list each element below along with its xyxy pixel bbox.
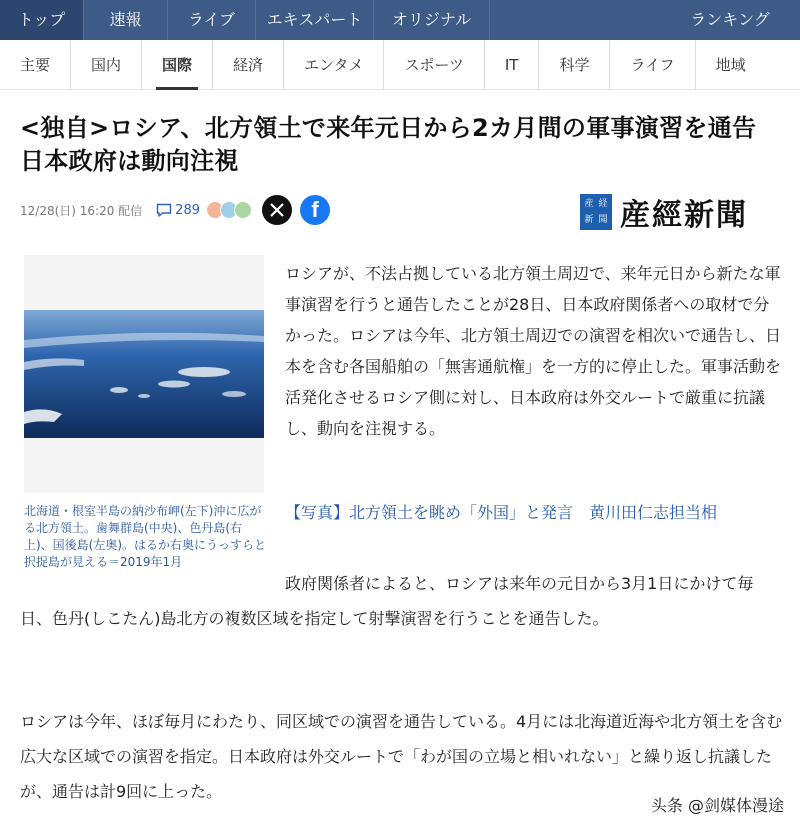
lead-paragraph: ロシアが、不法占拠している北方領土周辺で、来年元日から新たな軍事演習を行うと通告したことが28日、日本政府関係者への取材で分かった。ロシアは今年、北方領土周辺での演習を相次いで通告し、日本を含む各国船舶の「無害通航権」を一方的に停止した。軍事活動を活発化させるロシア側に対し、日本政府は外交ルートで厳重に抗議し、動向を注視する。 (285, 264, 782, 438)
publisher-name: 産經新聞 (620, 198, 748, 233)
facebook-logo-icon: f (311, 197, 319, 222)
top-nav-item-top[interactable]: トップ (0, 0, 84, 40)
category-it[interactable]: IT (485, 40, 540, 90)
top-nav-item-live[interactable]: ライブ (168, 0, 256, 40)
comments-link[interactable] (156, 203, 200, 218)
reaction-face-icon (234, 201, 252, 219)
top-nav-item-ranking[interactable]: ランキング (690, 10, 770, 29)
x-logo-icon (270, 203, 284, 217)
category-international[interactable]: 国際 (142, 40, 213, 90)
x-share-button[interactable] (262, 195, 292, 225)
top-nav (0, 0, 800, 40)
headline-line-1: <独自>ロシア、北方領土で来年元日から2カ月間の軍事演習を通告 (20, 114, 757, 142)
comment-icon (156, 203, 172, 217)
publisher-logo[interactable] (580, 190, 748, 234)
article-photo[interactable] (24, 255, 264, 493)
category-economy[interactable]: 経済 (213, 40, 284, 90)
article-meta (20, 195, 338, 225)
category-entertainment[interactable]: エンタメ (284, 40, 384, 90)
publish-date: 12/28(日) 16:20 配信 (20, 203, 143, 218)
facebook-share-button[interactable] (300, 195, 330, 225)
reaction-icons[interactable] (206, 201, 248, 219)
comment-count: 289 (175, 202, 200, 218)
category-main[interactable]: 主要 (0, 40, 71, 90)
publisher-badge-icon: 産 経 新 聞 (580, 194, 612, 230)
related-photo-link[interactable]: 【写真】北方領土を眺め「外国」と発言 黄川田仁志担当相 (285, 503, 718, 522)
article-headline (20, 112, 780, 178)
category-sports[interactable]: スポーツ (384, 40, 484, 90)
body-paragraph-2: 政府関係者によると、ロシアは来年の元日から3月1日にかけて毎日、色丹(しこたん)島北方の複数区域を指定して射撃演習を行うことを通告した。 (20, 574, 754, 628)
category-region[interactable]: 地域 (715, 55, 746, 74)
body-paragraph-3: ロシアは今年、ほぼ毎月にわたり、同区域での演習を通告している。4月には北海道近海や北方領土を含む広大な区域での演習を指定。日本政府は外交ルートで「わが国の立場と相いれない」と繰り返し抗議したが、通告は計9回に上った。 (20, 712, 783, 801)
headline-line-2: 日本政府は動向注視 (20, 147, 239, 175)
top-nav-item-breaking[interactable]: 速報 (84, 0, 168, 40)
category-domestic[interactable]: 国内 (71, 40, 142, 90)
watermark: 头条 @剑媒体漫途 (650, 796, 784, 815)
top-nav-item-expert[interactable]: エキスパート (256, 0, 374, 40)
category-science[interactable]: 科学 (539, 40, 610, 90)
photo-caption: 北海道・根室半島の納沙布岬(左下)沖に広がる北方領土。歯舞群島(中央)、色丹島(右上)、国後島(左奥)。はるか右奥にうっすらと択捉島が見える＝2019年1月 (24, 504, 267, 569)
category-life[interactable]: ライフ (610, 40, 695, 90)
category-nav (0, 40, 800, 90)
top-nav-item-original[interactable]: オリジナル (374, 0, 490, 40)
aerial-islands-photo (24, 310, 264, 438)
